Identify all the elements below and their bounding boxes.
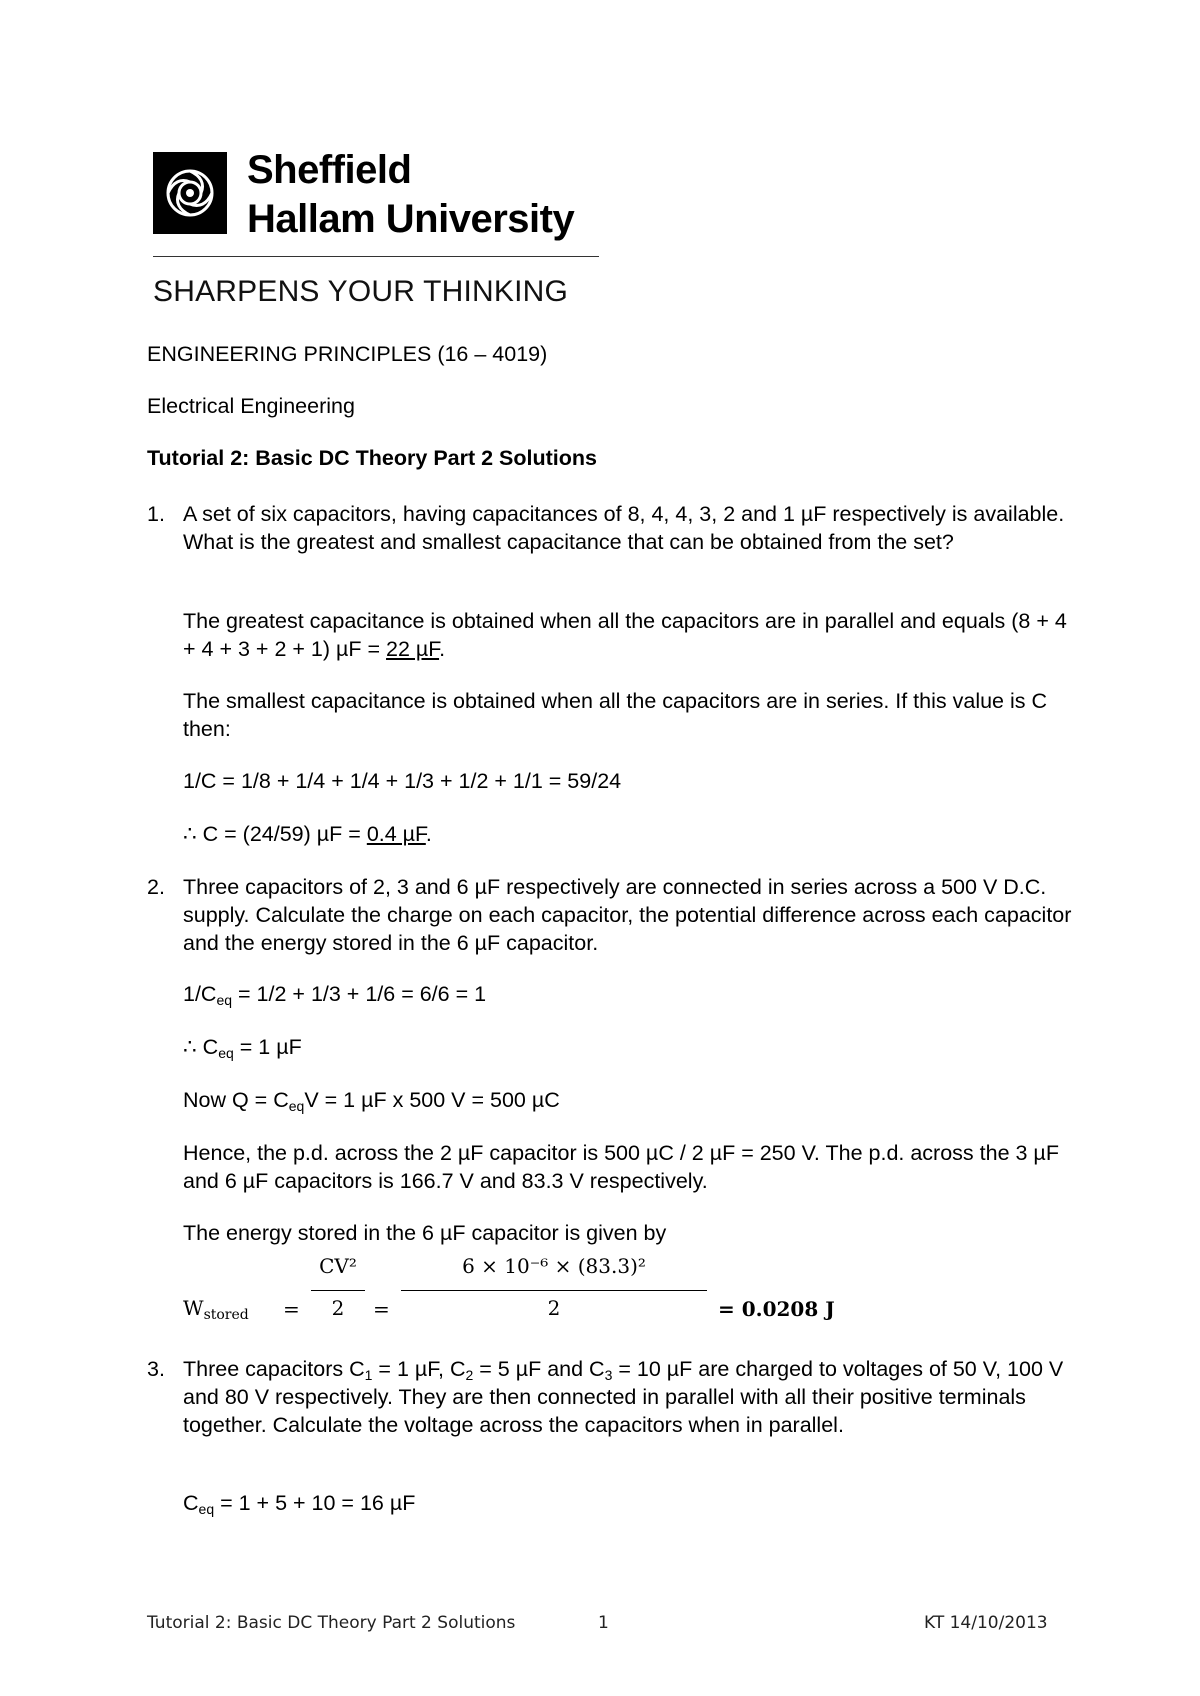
eq-part: 1/C xyxy=(183,982,217,1006)
header-divider xyxy=(153,256,599,257)
period: . xyxy=(439,637,446,661)
q1-greatest-text: The greatest capacitance is obtained when all the capacitors are in parallel and equals (8 + 4 + 4 + 3 + 2 + 1) µF = xyxy=(183,609,1067,661)
fraction-denominator: 2 xyxy=(331,1296,345,1320)
fraction-bar xyxy=(401,1290,707,1291)
subscript: 2 xyxy=(465,1367,474,1383)
subscript: 3 xyxy=(604,1367,613,1383)
period: . xyxy=(425,822,432,846)
university-name-line1: Sheffield xyxy=(247,148,412,192)
university-name xyxy=(247,146,574,244)
q1-result-prefix: ∴ C = (24/59) µF = xyxy=(183,822,367,846)
page-number: 1 xyxy=(598,1613,609,1633)
fraction-numerator: CV² xyxy=(319,1254,357,1278)
fraction-1 xyxy=(311,1254,365,1344)
text-part: = 1 µF, C xyxy=(372,1357,466,1381)
question-number: 3. xyxy=(147,1357,165,1381)
eq-part: C xyxy=(183,1491,199,1515)
fraction-numerator: 6 × 10⁻⁶ × (83.3)² xyxy=(462,1254,646,1278)
q2-equation-2 xyxy=(183,1033,1083,1061)
text-part: = 5 µF and C xyxy=(473,1357,605,1381)
subscript: stored xyxy=(203,1307,249,1323)
q1-series-equation: 1/C = 1/8 + 1/4 + 1/4 + 1/3 + 1/2 + 1/1 = 59/24 xyxy=(183,769,622,793)
subscript: 1 xyxy=(364,1367,373,1383)
eq-part: = 1/2 + 1/3 + 1/6 = 6/6 = 1 xyxy=(232,982,487,1006)
text-part: = 10 µF are charged to voltages of 50 V, 100 V and 80 V respectively. They are then connected in parallel with all their positive terminals together. Calculate the voltage across the capacitors when in parallel. xyxy=(183,1357,1064,1437)
q2-equation-3 xyxy=(183,1086,1083,1114)
q2-pd-text: Hence, the p.d. across the 2 µF capacitor is 500 µC / 2 µF = 250 V. The p.d. across the 3 µF and 6 µF capacitors is 166.7 V and 83.3 V respectively. xyxy=(183,1141,1059,1193)
page-title: Tutorial 2: Basic DC Theory Part 2 Solutions xyxy=(147,446,597,470)
subscript: eq xyxy=(218,1045,234,1061)
fraction-bar xyxy=(311,1290,365,1291)
q2-equation-1 xyxy=(183,980,1083,1008)
question-text: Three capacitors of 2, 3 and 6 µF respectively are connected in series across a 500 V D.C. supply. Calculate the charge on each capacitor, the potential difference across each capacitor and the energy stored in the 6 µF capacitor. xyxy=(183,875,1072,955)
eq-part: V = 1 µF x 500 V = 500 µC xyxy=(304,1088,560,1112)
q3-equation xyxy=(183,1489,1083,1517)
subscript: eq xyxy=(198,1501,215,1517)
q1-greatest-answer: 22 µF xyxy=(386,637,440,661)
footer-date: KT 14/10/2013 xyxy=(924,1613,1048,1633)
subscript: eq xyxy=(216,992,233,1008)
university-name-line2: Hallam University xyxy=(247,197,575,241)
eq-part: = 1 µF xyxy=(233,1035,302,1059)
eq-part: = 1 + 5 + 10 = 16 µF xyxy=(214,1491,416,1515)
q1-result-answer: 0.4 µF xyxy=(366,822,426,846)
question-number: 2. xyxy=(147,875,165,899)
tagline: SHARPENS YOUR THINKING xyxy=(153,275,569,308)
eq-part: Now Q = C xyxy=(183,1088,289,1112)
equals-sign: = xyxy=(373,1297,390,1321)
rose-emblem-icon xyxy=(153,152,227,234)
question-text: A set of six capacitors, having capacitances of 8, 4, 4, 3, 2 and 1 µF respectively is available. What is the greatest and smallest capacitance that can be obtained from the set? xyxy=(183,502,1065,554)
q1-smallest-text: The smallest capacitance is obtained when all the capacitors are in series. If this value is C then: xyxy=(183,689,1048,741)
subscript: eq xyxy=(288,1098,305,1114)
eq-lhs xyxy=(183,1296,249,1323)
department: Electrical Engineering xyxy=(147,394,355,418)
eq-part: ∴ C xyxy=(183,1035,219,1059)
q2-energy-text: The energy stored in the 6 µF capacitor is given by xyxy=(183,1221,667,1245)
energy-equation xyxy=(183,1254,835,1344)
text-part: Three capacitors C xyxy=(183,1357,365,1381)
q1-greatest xyxy=(183,607,1083,663)
equals-sign: = xyxy=(283,1297,300,1321)
fraction-denominator: 2 xyxy=(547,1296,561,1320)
footer-title: Tutorial 2: Basic DC Theory Part 2 Solutions xyxy=(147,1613,516,1633)
question-text xyxy=(183,1355,1083,1439)
course-code: ENGINEERING PRINCIPLES (16 – 4019) xyxy=(147,342,548,366)
equation-result: = 0.0208 J xyxy=(718,1297,835,1321)
university-logo xyxy=(153,148,600,252)
q1-result xyxy=(183,820,1083,848)
eq-symbol: W xyxy=(183,1296,204,1320)
fraction-2 xyxy=(401,1254,707,1344)
question-number: 1. xyxy=(147,502,165,526)
